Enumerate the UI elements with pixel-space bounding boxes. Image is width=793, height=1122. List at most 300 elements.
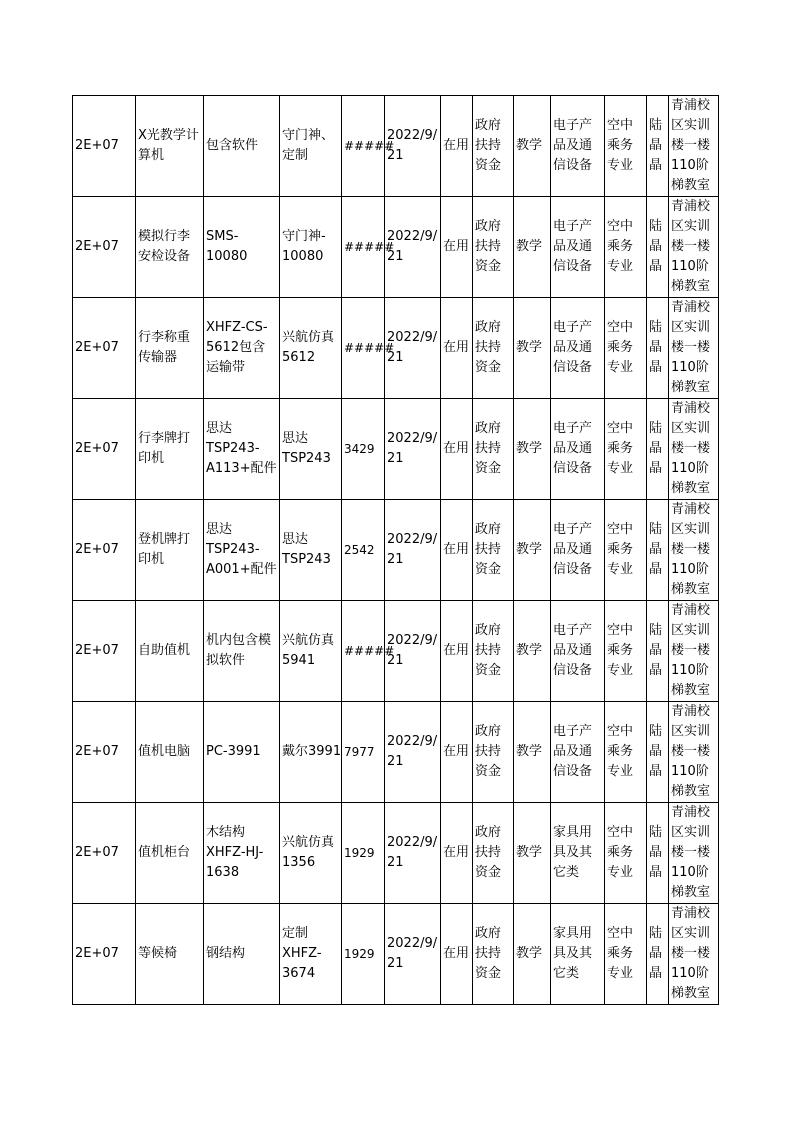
cell-text-line: 楼一楼 [671,340,711,355]
cell-text-line: 行李牌打 [138,431,191,446]
asset-name-cell [136,904,204,1005]
cell-text-line: 守门神、 [282,128,335,143]
funding-source-cell [473,399,514,500]
cell-text-line: 2022/9/ [387,835,438,850]
cell-text: 在用 [443,744,470,759]
cell-text-line: 乘务 [607,441,634,456]
cell-text-line: 2022/9/ [387,229,438,244]
location-cell [669,803,719,904]
cell-text-line: XHFZ-CS- [206,320,268,335]
funding-source-cell [473,500,514,601]
cell-text-line: 资金 [475,764,502,779]
cell-text-line: 政府 [475,118,502,133]
cell-text-line: 青浦校 [671,300,711,315]
cell-text: 2E+07 [75,138,119,153]
asset-table [72,95,719,1005]
cell-text-line: 空中 [607,825,634,840]
cell-text-line: 资金 [475,562,502,577]
cell-text-line: 定制 [282,926,309,941]
funding-source-cell [473,298,514,399]
cell-text: 1929 [344,947,375,961]
asset-name-cell [136,601,204,702]
cell-text-line: 机内包含模 [206,633,272,648]
funding-source-cell [473,96,514,197]
cell-text-line: 110阶 [671,259,709,274]
category-cell [551,399,605,500]
model-spec-cell [204,904,280,1005]
cell-text-line: 品及通 [553,138,593,153]
table-row [73,702,719,803]
cell-text-line: 空中 [607,926,634,941]
cell-text-line: 电子产 [553,421,593,436]
cell-text-line: 21 [387,855,404,870]
cell-text-line: 10080 [282,249,324,264]
cell-text-line: 专业 [607,360,634,375]
cell-text-line: 晶 [649,461,663,476]
status-cell [441,904,473,1005]
department-cell [605,197,647,298]
asset-number-cell [73,298,136,399]
cell-text-line: 10080 [206,249,248,264]
cell-text-line: X光教学计 [138,128,199,143]
cell-text-line: 陆 [649,724,663,739]
asset-number-cell [73,96,136,197]
cell-text: 教学 [516,441,543,456]
price-cell [342,298,395,399]
cell-text-line: 1638 [206,865,240,880]
cell-text-line: 信设备 [553,663,593,678]
cell-text-line: 电子产 [553,724,593,739]
brand-cell [280,500,342,601]
cell-text-line: 政府 [475,219,502,234]
cell-text-line: 晶 [649,360,663,375]
cell-text-line: A001+配件 [206,562,277,577]
custodian-cell [647,601,669,702]
asset-number-cell [73,904,136,1005]
cell-text-line: 梯教室 [671,178,711,193]
brand-cell [280,399,342,500]
model-spec-cell [204,298,280,399]
cell-text-line: 思达 [282,431,309,446]
cell-text-line: 兴航仿真 [282,835,335,850]
cell-text-line: 资金 [475,663,502,678]
status-cell [441,702,473,803]
cell-text-line: 110阶 [671,764,709,779]
cell-text: 在用 [443,946,470,961]
cell-text-line: 梯教室 [671,279,711,294]
cell-text-line: 空中 [607,118,634,133]
cell-text-line: 信设备 [553,259,593,274]
cell-text-line: 21 [387,451,404,466]
cell-text-line: 区实训 [671,522,711,537]
asset-table-body [73,96,719,1005]
cell-text-line: 信设备 [553,562,593,577]
category-cell [551,803,605,904]
cell-text-line: 政府 [475,522,502,537]
cell-text-line: 钢结构 [206,946,246,961]
cell-text-line: 值机电脑 [138,744,191,759]
funding-source-cell [473,904,514,1005]
cell-text-line: 扶持 [475,946,502,961]
cell-text-line: 晶 [649,441,663,456]
cell-text-line: 青浦校 [671,603,711,618]
cell-text-line: 政府 [475,623,502,638]
location-cell [669,904,719,1005]
location-cell [669,96,719,197]
cell-text-line: 自助值机 [138,643,191,658]
usage-cell [514,500,551,601]
cell-text-line: 乘务 [607,946,634,961]
custodian-cell [647,399,669,500]
cell-text-line: 登机牌打 [138,532,191,547]
cell-text: 教学 [516,542,543,557]
cell-text-line: 它类 [553,966,580,981]
department-cell [605,601,647,702]
cell-text-line: 专业 [607,158,634,173]
cell-text-line: 5612包含 [206,340,266,355]
status-cell [441,601,473,702]
cell-text-line: 区实训 [671,623,711,638]
cell-text-line: 晶 [649,663,663,678]
cell-text-line: 5612 [282,350,316,365]
category-cell [551,500,605,601]
acquired-date-cell [385,601,441,702]
cell-text-line: 资金 [475,360,502,375]
cell-text-line: 区实训 [671,825,711,840]
cell-text-line: 5941 [282,653,316,668]
cell-text-line: 区实训 [671,118,711,133]
cell-text-line: 空中 [607,623,634,638]
price-cell [342,96,395,197]
cell-text-line: 楼一楼 [671,946,711,961]
cell-text-line: 电子产 [553,118,593,133]
cell-text-line: 楼一楼 [671,542,711,557]
cell-text-line: 资金 [475,865,502,880]
cell-text-line: 资金 [475,461,502,476]
cell-text: ##### [344,139,395,153]
cell-text: 2E+07 [75,441,119,456]
table-row [73,601,719,702]
cell-text-line: 政府 [475,926,502,941]
asset-number-cell [73,702,136,803]
department-cell [605,803,647,904]
cell-text-line: 传输器 [138,350,178,365]
cell-text: 在用 [443,441,470,456]
category-cell [551,601,605,702]
cell-text: ##### [344,341,395,355]
cell-text-line: 扶持 [475,239,502,254]
asset-number-cell [73,601,136,702]
cell-text: 教学 [516,643,543,658]
location-cell [669,197,719,298]
usage-cell [514,702,551,803]
cell-text-line: 扶持 [475,845,502,860]
acquired-date-cell [385,500,441,601]
custodian-cell [647,96,669,197]
cell-text-line: 陆 [649,926,663,941]
cell-text: 教学 [516,239,543,254]
cell-text: 在用 [443,340,470,355]
cell-text-line: 专业 [607,966,634,981]
cell-text-line: 2022/9/ [387,128,438,143]
cell-text-line: 专业 [607,865,634,880]
cell-text: 2E+07 [75,845,119,860]
funding-source-cell [473,702,514,803]
cell-text: 2E+07 [75,239,119,254]
asset-number-cell [73,399,136,500]
acquired-date-cell [385,298,441,399]
cell-text-line: 电子产 [553,623,593,638]
cell-text-line: 21 [387,956,404,971]
cell-text-line: 2022/9/ [387,431,438,446]
cell-text-line: 晶 [649,259,663,274]
usage-cell [514,298,551,399]
cell-text-line: 青浦校 [671,401,711,416]
cell-text-line: SMS- [206,229,239,244]
cell-text-line: 110阶 [671,865,709,880]
cell-text-line: 青浦校 [671,98,711,113]
table-row [73,298,719,399]
cell-text-line: 2022/9/ [387,734,438,749]
department-cell [605,500,647,601]
cell-text-line: 3674 [282,966,316,981]
cell-text: 7977 [344,745,375,759]
cell-text-line: 思达 [206,522,233,537]
cell-text-line: 陆 [649,219,663,234]
cell-text: 3429 [344,442,375,456]
price-cell [342,399,385,500]
cell-text-line: 品及通 [553,340,593,355]
cell-text-line: 空中 [607,320,634,335]
cell-text-line: 具及其 [553,845,593,860]
cell-text-line: 乘务 [607,239,634,254]
cell-text-line: 信设备 [553,461,593,476]
acquired-date-cell [385,904,441,1005]
cell-text-line: 21 [387,148,404,163]
cell-text-line: 扶持 [475,744,502,759]
cell-text-line: 安检设备 [138,249,191,264]
cell-text-line: 乘务 [607,744,634,759]
table-row [73,803,719,904]
cell-text-line: 木结构 [206,825,246,840]
cell-text: 教学 [516,340,543,355]
cell-text: 在用 [443,542,470,557]
cell-text-line: 兴航仿真 [282,330,335,345]
cell-text-line: 包含软件 [206,138,259,153]
cell-text-line: 专业 [607,764,634,779]
cell-text-line: 信设备 [553,158,593,173]
cell-text-line: 晶 [649,946,663,961]
cell-text-line: 乘务 [607,138,634,153]
acquired-date-cell [385,197,441,298]
cell-text-line: 戴尔3991 [282,744,342,759]
cell-text-line: 110阶 [671,461,709,476]
brand-cell [280,96,342,197]
cell-text-line: 楼一楼 [671,239,711,254]
cell-text: ##### [344,644,395,658]
location-cell [669,702,719,803]
custodian-cell [647,197,669,298]
cell-text-line: TSP243- [206,441,260,456]
usage-cell [514,96,551,197]
cell-text-line: 算机 [138,148,165,163]
cell-text-line: 等候椅 [138,946,178,961]
category-cell [551,298,605,399]
cell-text-line: 晶 [649,138,663,153]
cell-text-line: 晶 [649,239,663,254]
cell-text-line: 运输带 [206,360,246,375]
cell-text-line: TSP243 [282,451,331,466]
cell-text-line: 21 [387,350,404,365]
cell-text-line: 印机 [138,451,165,466]
cell-text-line: 扶持 [475,643,502,658]
cell-text-line: 楼一楼 [671,845,711,860]
department-cell [605,399,647,500]
cell-text-line: 陆 [649,320,663,335]
cell-text-line: 晶 [649,845,663,860]
cell-text-line: 晶 [649,865,663,880]
model-spec-cell [204,702,280,803]
cell-text-line: TSP243- [206,542,260,557]
cell-text: 2542 [344,543,375,557]
cell-text-line: 空中 [607,724,634,739]
cell-text-line: 资金 [475,158,502,173]
cell-text-line: TSP243 [282,552,331,567]
cell-text-line: 110阶 [671,966,709,981]
cell-text-line: 青浦校 [671,906,711,921]
cell-text-line: 品及通 [553,643,593,658]
cell-text-line: 资金 [475,966,502,981]
asset-number-cell [73,197,136,298]
model-spec-cell [204,96,280,197]
brand-cell [280,904,342,1005]
price-cell [342,500,385,601]
status-cell [441,197,473,298]
department-cell [605,96,647,197]
cell-text-line: 区实训 [671,219,711,234]
cell-text-line: XHFZ- [282,946,322,961]
cell-text-line: 区实训 [671,724,711,739]
cell-text-line: 电子产 [553,320,593,335]
status-cell [441,96,473,197]
cell-text-line: 具及其 [553,946,593,961]
status-cell [441,298,473,399]
cell-text-line: 1356 [282,855,316,870]
usage-cell [514,601,551,702]
cell-text: 教学 [516,744,543,759]
custodian-cell [647,702,669,803]
location-cell [669,399,719,500]
asset-name-cell [136,96,204,197]
cell-text-line: 陆 [649,522,663,537]
cell-text-line: 专业 [607,562,634,577]
cell-text-line: 家具用 [553,825,593,840]
cell-text-line: 乘务 [607,340,634,355]
cell-text-line: 2022/9/ [387,633,438,648]
cell-text: 教学 [516,946,543,961]
cell-text: 教学 [516,138,543,153]
cell-text-line: 空中 [607,219,634,234]
cell-text-line: 110阶 [671,158,709,173]
department-cell [605,904,647,1005]
asset-name-cell [136,298,204,399]
asset-number-cell [73,500,136,601]
department-cell [605,298,647,399]
cell-text-line: 梯教室 [671,986,711,1001]
cell-text-line: 区实训 [671,926,711,941]
cell-text-line: 专业 [607,461,634,476]
cell-text-line: 政府 [475,320,502,335]
cell-text-line: 梯教室 [671,481,711,496]
cell-text-line: 扶持 [475,441,502,456]
cell-text-line: 21 [387,754,404,769]
funding-source-cell [473,197,514,298]
cell-text-line: A113+配件 [206,461,277,476]
cell-text-line: 楼一楼 [671,441,711,456]
cell-text-line: 青浦校 [671,805,711,820]
cell-text-line: 信设备 [553,764,593,779]
cell-text-line: 行李称重 [138,330,191,345]
model-spec-cell [204,601,280,702]
table-row [73,904,719,1005]
price-cell [342,904,385,1005]
cell-text: 在用 [443,239,470,254]
cell-text-line: 晶 [649,643,663,658]
cell-text-line: 模拟行李 [138,229,191,244]
cell-text-line: 空中 [607,522,634,537]
cell-text-line: 楼一楼 [671,643,711,658]
cell-text-line: 青浦校 [671,502,711,517]
cell-text-line: XHFZ-HJ- [206,845,264,860]
cell-text-line: 晶 [649,562,663,577]
acquired-date-cell [385,702,441,803]
category-cell [551,702,605,803]
cell-text-line: 2022/9/ [387,532,438,547]
category-cell [551,96,605,197]
cell-text-line: 梯教室 [671,885,711,900]
cell-text: 2E+07 [75,744,119,759]
cell-text-line: 思达 [206,421,233,436]
cell-text: 1929 [344,846,375,860]
cell-text-line: 晶 [649,158,663,173]
cell-text-line: 拟软件 [206,653,246,668]
cell-text: 2E+07 [75,340,119,355]
cell-text: 2E+07 [75,643,119,658]
cell-text-line: 21 [387,653,404,668]
custodian-cell [647,298,669,399]
usage-cell [514,197,551,298]
table-row [73,500,719,601]
table-row [73,96,719,197]
cell-text: 在用 [443,138,470,153]
custodian-cell [647,500,669,601]
brand-cell [280,298,342,399]
usage-cell [514,904,551,1005]
cell-text: ##### [344,240,395,254]
cell-text: 2E+07 [75,542,119,557]
cell-text-line: 陆 [649,623,663,638]
cell-text-line: 楼一楼 [671,744,711,759]
department-cell [605,702,647,803]
cell-text-line: 晶 [649,542,663,557]
cell-text-line: 晶 [649,744,663,759]
funding-source-cell [473,803,514,904]
cell-text-line: 政府 [475,421,502,436]
cell-text-line: 品及通 [553,239,593,254]
location-cell [669,500,719,601]
price-cell [342,601,395,702]
cell-text-line: 晶 [649,764,663,779]
